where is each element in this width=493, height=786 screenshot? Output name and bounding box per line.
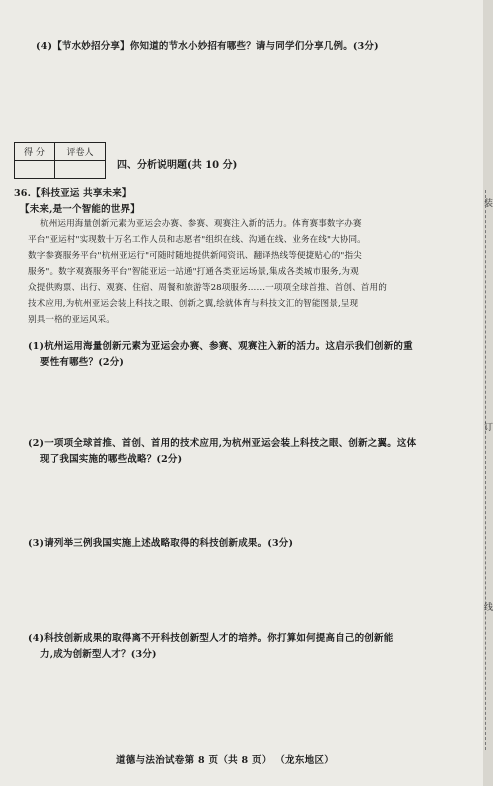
paragraph-line: 数字参赛服务平台"杭州亚运行"可随时随地提供新闻资讯、翻译热线等便捷贴心的"指尖 [28,251,362,261]
paragraph-line: 平台"亚运村"实现数十万名工作人员和志愿者"组织在线、沟通在线、业务在线"大协同。 [28,235,366,245]
q36-sub2-cont: 现了我国实施的哪些战略？(2分) [40,454,183,465]
q36-subtitle: 【未来,是一个智能的世界】 [20,204,140,215]
binding-char-zhuang: 装 [483,199,493,209]
binding-dashed-line [485,190,486,750]
q36-sub4: (4)科技创新成果的取得离不开科技创新型人才的培养。你打算如何提高自己的创新能 [28,633,394,644]
score-label: 得 分 [15,143,55,161]
answer-area-3[interactable] [28,551,468,621]
answer-area-1[interactable] [28,370,468,430]
binding-char-xian: 线 [483,603,493,613]
answer-area-2[interactable] [28,467,468,527]
q36-title: 36.【科技亚运 共享未来】 [14,188,132,199]
reviewer-cell[interactable] [54,161,105,179]
score-cell[interactable] [15,161,55,179]
section-title: 四、分析说明题(共 10 分) [117,160,238,171]
q36-sub3: (3)请列举三例我国实施上述战略取得的科技创新成果。(3分) [28,538,294,549]
paragraph-line: 杭州运用海量创新元素为亚运会办赛、参赛、观赛注入新的活力。体育赛事数字办赛 [40,219,362,229]
reviewer-label: 评卷人 [54,143,105,161]
q36-sub4-cont: 力,成为创新型人才？(3分) [40,649,157,660]
paragraph-line: 众提供购票、出行、观赛、住宿、周餐和旅游等28项服务……一项项全球首推、首创、首用的 [28,283,387,293]
paragraph-line: 技术应用,为杭州亚运会装上科技之眼、创新之翼,绘就体育与科技文汇的智能图景,呈现 [28,299,359,309]
q36-sub1-cont: 要性有哪些？(2分) [40,357,125,368]
paragraph-line: 别具一格的亚运风采。 [28,315,115,325]
question-4-water-saving: (4)【节水妙招分享】你知道的节水小妙招有哪些？请与同学们分享几例。(3分) [36,41,379,52]
q36-sub2: (2)一项项全球首推、首创、首用的技术应用,为杭州亚运会装上科技之眼、创新之翼。这体 [28,438,417,449]
answer-area-4[interactable] [28,662,468,742]
score-table [14,142,106,179]
page-footer: 道德与法治试卷第 8 页（共 8 页） （龙东地区） [116,755,335,766]
paragraph-line: 服务"。数字观赛服务平台"智能亚运一站通"打通各类亚运场景,集成各类城市服务,为观 [28,267,359,277]
q36-sub1: (1)杭州运用海量创新元素为亚运会办赛、参赛、观赛注入新的活力。这启示我们创新的重 [28,341,413,352]
binding-char-ding: 订 [483,423,493,433]
